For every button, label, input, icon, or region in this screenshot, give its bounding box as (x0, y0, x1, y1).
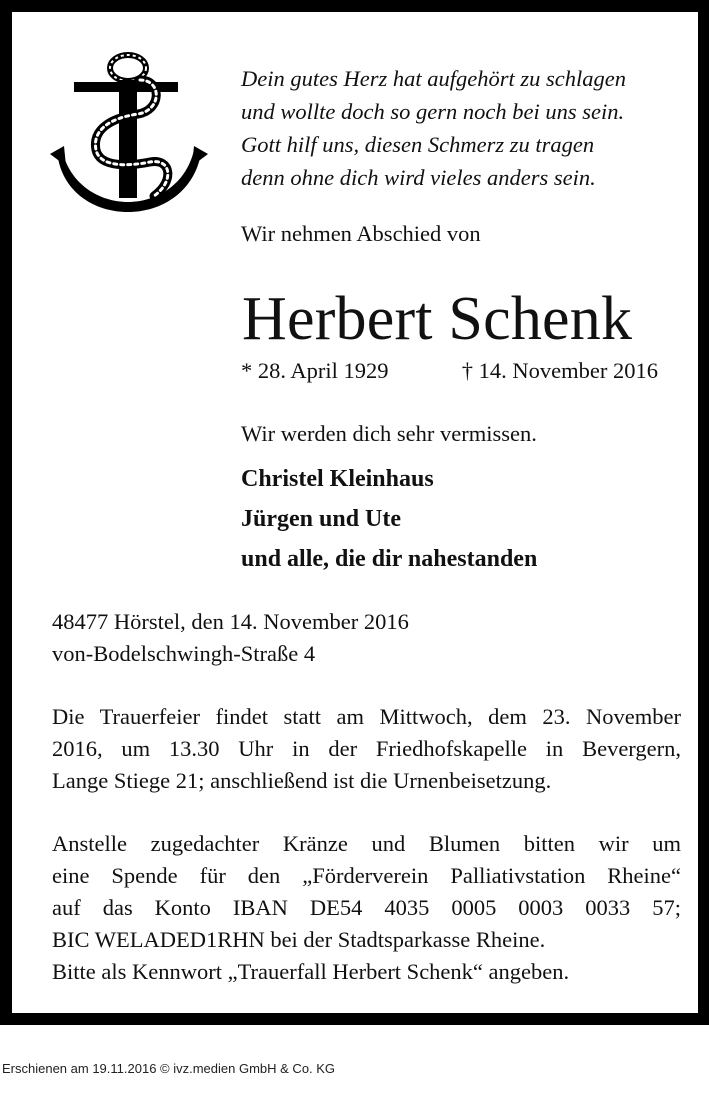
farewell-intro: Wir nehmen Abschied von (241, 221, 481, 246)
ceremony-line: Lange Stiege 21; anschließend ist die Urnenbeisetzung. (52, 768, 552, 793)
donation-line: BIC WELADED1RHN bei der Stadtsparkasse Rheine. (52, 927, 546, 952)
poem-line: Dein gutes Herz hat aufgehört zu schlagen (241, 66, 626, 91)
signer-name: und alle, die dir nahestanden (241, 546, 538, 572)
address-line: von-Bodelschwingh-Straße 4 (52, 641, 316, 666)
donation-line: auf das Konto IBAN DE54 4035 0005 0003 0033 57; (52, 895, 681, 920)
missing-text: Wir werden dich sehr vermissen. (241, 421, 537, 446)
donation-line: Bitte als Kennwort „Trauerfall Herbert Schenk“ angeben. (52, 959, 570, 984)
ceremony-line: 2016, um 13.30 Uhr in der Friedhofskapelle in Bevergern, (52, 736, 681, 761)
poem (241, 62, 626, 194)
deceased-name: Herbert Schenk (242, 285, 633, 353)
poem-line: denn ohne dich wird vieles anders sein. (241, 165, 596, 190)
publication-footer: Erschienen am 19.11.2016 © ivz.medien GmbH & Co. KG (2, 1061, 336, 1076)
anchor-icon (50, 50, 210, 212)
ceremony-line: Die Trauerfeier findet statt am Mittwoch, dem 23. November (52, 704, 681, 729)
death-date: † 14. November 2016 (461, 358, 658, 383)
signer-name: Christel Kleinhaus (241, 466, 434, 492)
donation-line: Anstelle zugedachter Kränze und Blumen bitten wir um (52, 831, 681, 856)
donation-line: eine Spende für den „Förderverein Palliativstation Rheine“ (52, 863, 681, 888)
birth-date: * 28. April 1929 (241, 358, 389, 383)
poem-line: und wollte doch so gern noch bei uns sein. (241, 99, 625, 124)
ceremony-paragraph (52, 701, 681, 797)
donation-paragraph (52, 828, 681, 988)
poem-line: Gott hilf uns, diesen Schmerz zu tragen (241, 132, 595, 157)
signer-name: Jürgen und Ute (241, 506, 402, 532)
address-line: 48477 Hörstel, den 14. November 2016 (52, 609, 409, 634)
address-block (52, 606, 409, 670)
signers (241, 459, 537, 579)
